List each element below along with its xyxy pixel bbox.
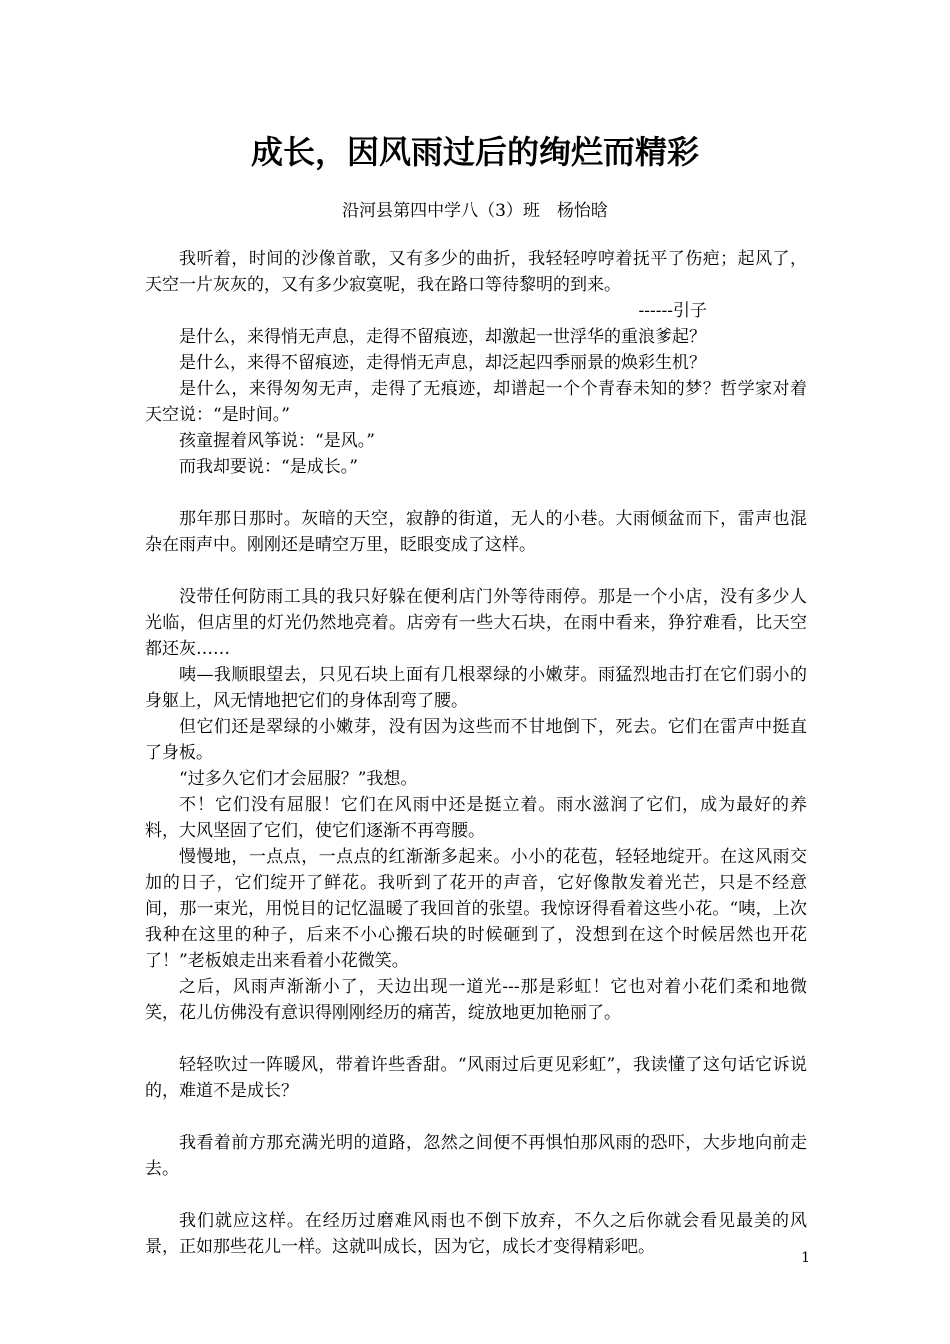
paragraph: 是什么，来得不留痕迹，走得悄无声息，却泛起四季丽景的焕彩生机？	[179, 353, 706, 373]
paragraph: 但它们还是翠绿的小嫩芽，没有因为这些而不甘地倒下，死去。它们在雷声中挺直了身板。	[145, 717, 807, 763]
paragraph: 轻轻吹过一阵暖风，带着许些香甜。“风雨过后更见彩虹”，我读懂了这句话它诉说的，难道不是成长？	[145, 1055, 807, 1101]
blank-line	[145, 558, 807, 584]
blank-line	[145, 1182, 807, 1208]
paragraph: “过多久它们才会屈服？”我想。	[179, 769, 418, 789]
paragraph: 是什么，来得匆匆无声，走得了无痕迹，却谱起一个个青春未知的梦？哲学家对着天空说：“是时间。”	[145, 379, 807, 425]
essay-body	[145, 246, 807, 1260]
paragraph-conclusion: 我们就应这样。在经历过磨难风雨也不倒下放弃，不久之后你就会看见最美的风景，正如那些花儿一样。这就叫成长，因为它，成长才变得精彩吧。	[145, 1211, 807, 1257]
paragraph: 是什么，来得悄无声息，走得不留痕迹，却激起一世浮华的重浪爹起？	[179, 327, 706, 347]
paragraph: 不！它们没有屈服！它们在风雨中还是挺立着。雨水滋润了它们，成为最好的养料，大风坚固了它们，使它们逐渐不再弯腰。	[145, 795, 807, 841]
paragraph: 之后，风雨声渐渐小了，天边出现一道光---那是彩虹！它也对着小花们柔和地微笑，花儿仿佛没有意识得刚刚经历的痛苦，绽放地更加艳丽了。	[145, 977, 807, 1023]
essay-title: 成长，因风雨过后的绚烂而精彩	[250, 133, 699, 171]
author-byline: 沿河县第四中学八（3）班 杨怡晗	[342, 201, 608, 221]
paragraph-intro: 我听着，时间的沙像首歌，又有多少的曲折，我轻轻哼哼着抚平了伤疤；起风了，天空一片灰灰的，又有多少寂寞呢，我在路口等待黎明的到来。	[145, 249, 807, 295]
paragraph: 咦—我顺眼望去，只见石块上面有几根翠绿的小嫩芽。雨猛烈地击打在它们弱小的身躯上，风无情地把它们的身体刮弯了腰。	[145, 665, 807, 711]
paragraph: 我看着前方那充满光明的道路，忽然之间便不再惧怕那风雨的恐吓，大步地向前走去。	[145, 1133, 807, 1179]
paragraph: 没带任何防雨工具的我只好躲在便利店门外等待雨停。那是一个小店，没有多少人光临，但店里的灯光仍然地亮着。店旁有一些大石块，在雨中看来，狰狞难看，比天空都还灰……	[145, 587, 807, 659]
paragraph: 而我却要说：“是成长。”	[179, 457, 358, 477]
blank-line	[145, 1026, 807, 1052]
paragraph: 那年那日那时。灰暗的天空，寂静的街道，无人的小巷。大雨倾盆而下，雷声也混杂在雨声中。刚刚还是晴空万里，眨眼变成了这样。	[145, 509, 807, 555]
paragraph: 孩童握着风筝说：“是风。”	[179, 431, 375, 451]
blank-line	[145, 1104, 807, 1130]
blank-line	[145, 480, 807, 506]
paragraph-source-label: ------引子	[638, 301, 707, 321]
page-number: 1	[801, 1250, 810, 1266]
paragraph: 慢慢地，一点点，一点点的红渐渐多起来。小小的花苞，轻轻地绽开。在这风雨交加的日子，它们绽开了鲜花。我听到了花开的声音，它好像散发着光芒，只是不经意间，那一束光，用悦目的记忆温暖了我回首的张望。我惊讶得看着这些小花。“咦，上次我种在这里的种子，后来不小心搬石块的时候砸到了，没想到在这个时候居然也开花了！”老板娘走出来看着小花微笑。	[145, 847, 807, 971]
